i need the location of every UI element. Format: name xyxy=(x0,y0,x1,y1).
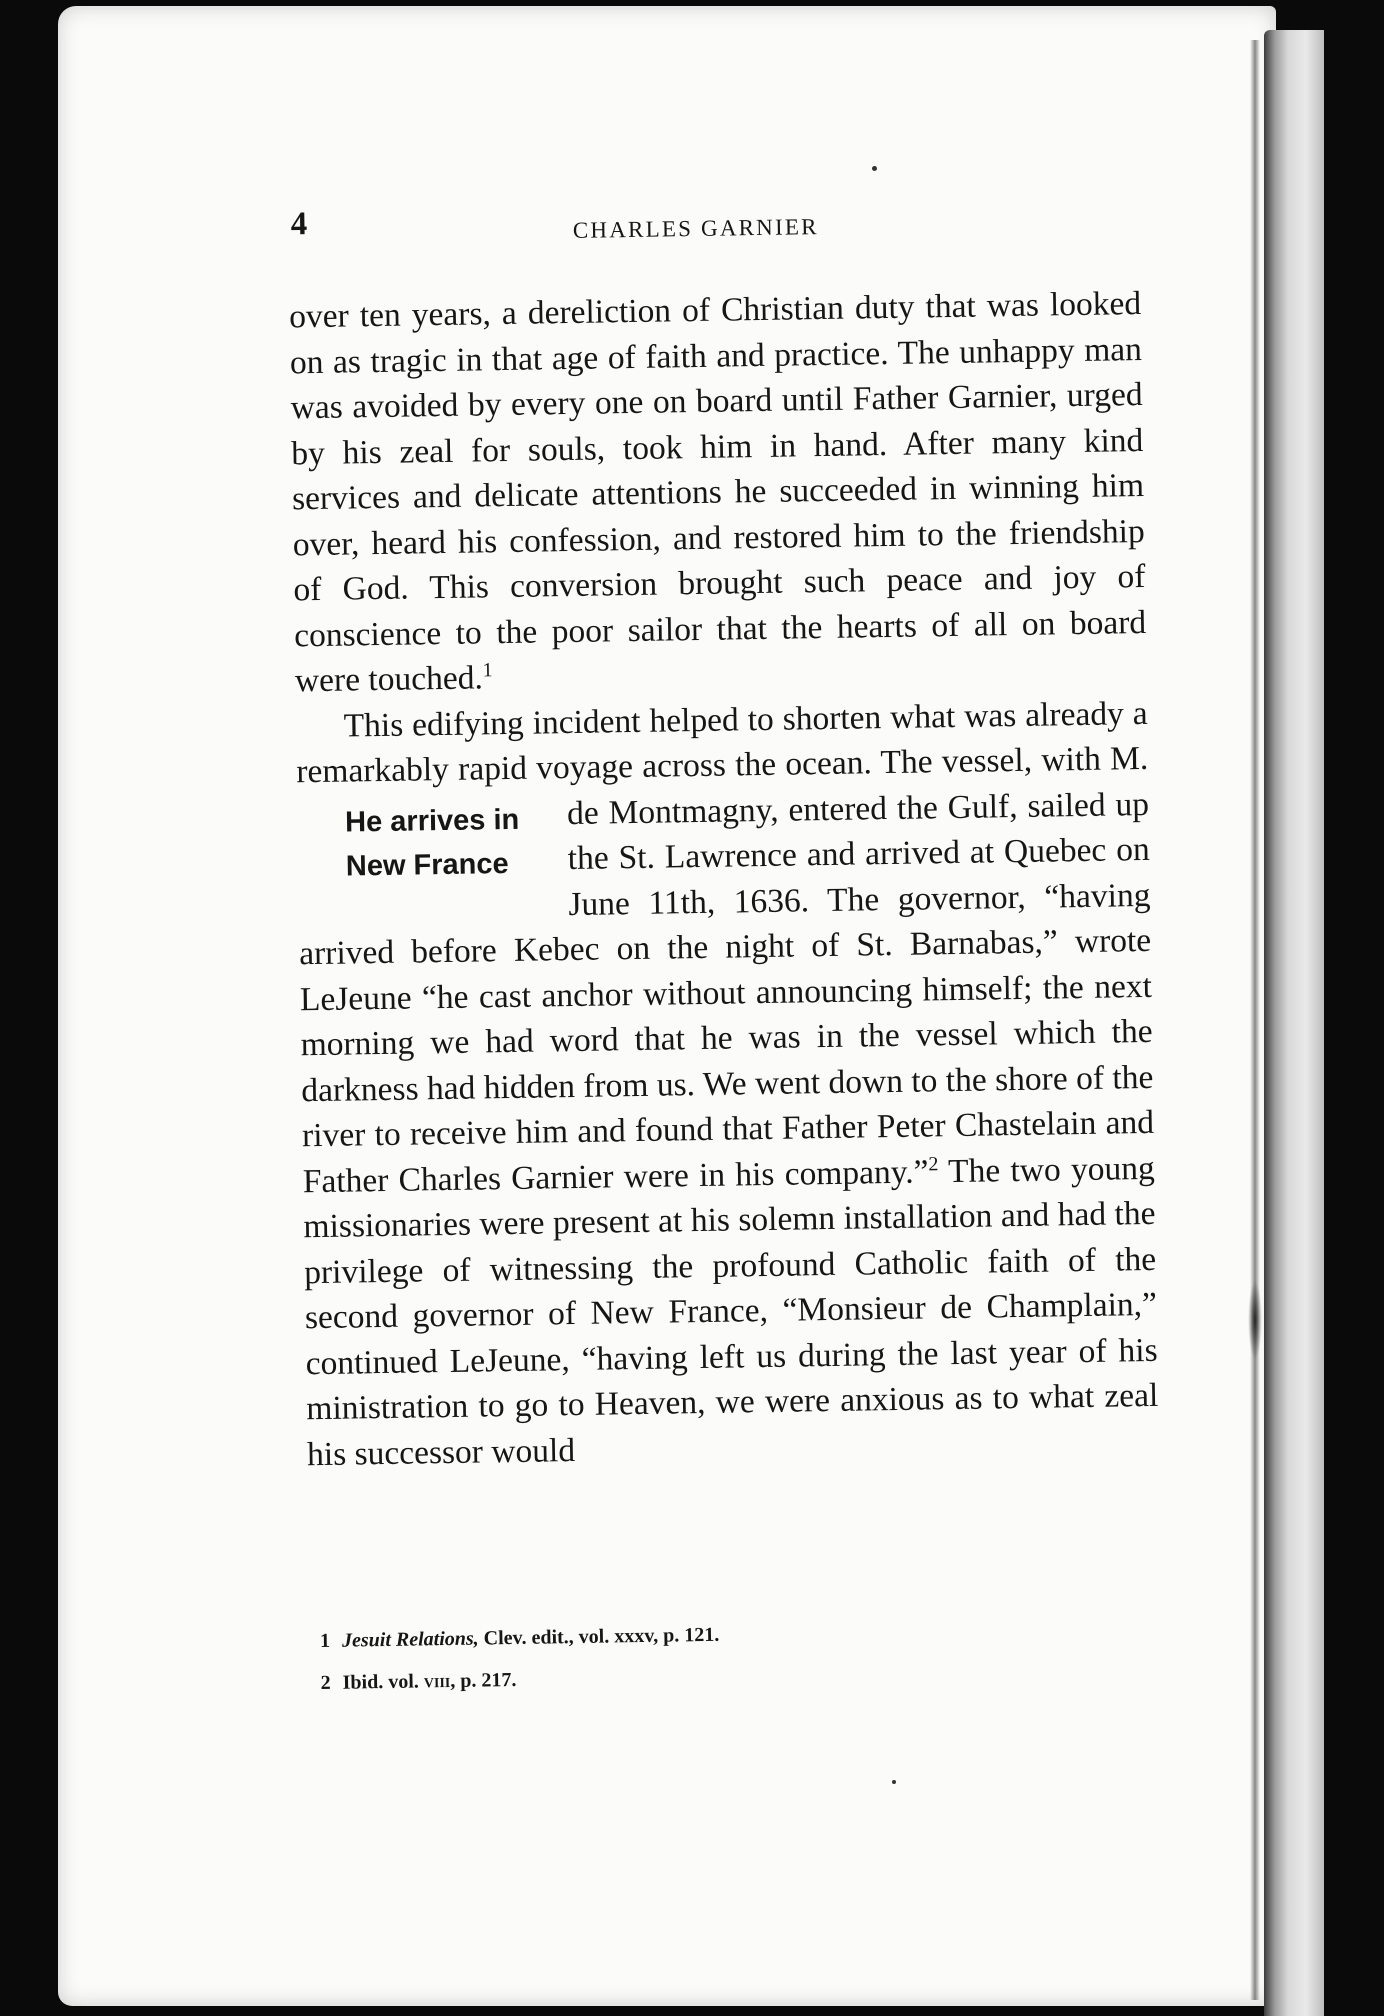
paragraph-1-text: over ten years, a dereliction of Christian duty that was looked on as tragic in that age of faith and practice. The unhappy man was avoided by every one on board until Father Garnier, urged by his zeal for souls, took him in hand. After many kind services and delicate attentions he succeeded in winning him over, heard his confession, and restored him to the friendship of God. This conversion brought such peace and joy of conscience to the poor sailor that the hearts of all on board were touched. xyxy=(288,284,1147,700)
footnote-1-number: 1 xyxy=(319,1629,331,1653)
footnote-ref-1: 1 xyxy=(482,659,493,682)
running-head xyxy=(290,197,881,256)
margin-note-line-2: New France xyxy=(345,847,509,883)
paragraph-2-lead: This edifying incident helped to shorten what was already a remarkably rapid voyage across the ocean. The vessel, with M. de Montmagny, entered the Gulf, xyxy=(296,694,1149,832)
footnote-1-text: Clev. edit., vol. xxxv, p. 121. xyxy=(478,1623,720,1650)
footnote-2-volume: viii xyxy=(423,1670,451,1693)
page-number: 4 xyxy=(290,206,308,243)
paragraph-1 xyxy=(289,281,1147,704)
footnote-2-text-a: Ibid. vol. xyxy=(342,1670,424,1694)
paragraph-2 xyxy=(295,690,1159,1477)
paragraph-2-rest: The two young missionaries were present at his solemn installation and had the privilege of witnessing the profound Catholic faith of the second governor of New France, “Monsieur de Champlain,” continued LeJeune, “having left us during the last year of his ministration to go to Heaven, we were anxious as to what zeal his successor would xyxy=(303,1149,1159,1473)
margin-note xyxy=(297,797,560,889)
footnote-2-number: 2 xyxy=(320,1671,331,1695)
footnote-1-title: Jesuit Relations, xyxy=(341,1627,479,1652)
footnote-2-text-b: , p. 217. xyxy=(450,1668,517,1693)
footnote-ref-2: 2 xyxy=(928,1152,939,1175)
running-title: CHARLES GARNIER xyxy=(572,214,819,243)
paragraph-2-quote: sailed up the St. Lawrence and arrived at Quebec on June 11th, 1636. The governor, “having arrived before Kebec on the night of St. Barnabas,” wrote LeJeune “he cast anchor without announcing himself; the next morning we had word that he was in the vessel which the darkness had hidden from us. We went down to the shore of the river to receive him and found that Father Peter Chastelain and Father Charles Garnier were in his company.” xyxy=(298,785,1155,1200)
footnotes xyxy=(320,1607,1121,1704)
body-text xyxy=(289,281,1159,1477)
margin-note-line-1: He arrives in xyxy=(344,803,520,839)
